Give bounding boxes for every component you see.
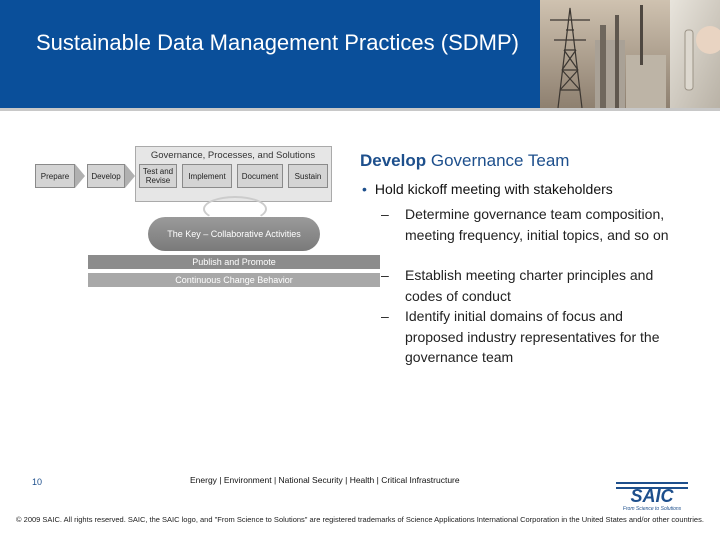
subpoint	[381, 204, 685, 245]
bullet-item	[362, 181, 613, 197]
dash-icon: –	[381, 308, 389, 324]
heading-strong: Develop	[360, 151, 427, 170]
heading-rest: Governance Team	[426, 151, 570, 170]
collaborative-activities: The Key – Collaborative Activities	[148, 217, 320, 251]
subpoint	[381, 306, 685, 368]
logo-subtext: From Science to Solutions	[622, 506, 682, 512]
step-document: Document	[237, 164, 283, 188]
copyright-notice: © 2009 SAIC. All rights reserved. SAIC, the SAIC logo, and "From Science to Solutions" are registered trademarks of Science Applications International Corporation in the United States and/or other countries.	[16, 515, 704, 524]
footer-tagline: Energy | Environment | National Security | Health | Critical Infrastructure	[190, 475, 460, 485]
publish-promote-bar: Publish and Promote	[88, 255, 380, 269]
page-number: 10	[32, 477, 43, 487]
step-prepare: Prepare	[35, 164, 75, 188]
dash-icon: –	[381, 267, 389, 283]
slide-title: Sustainable Data Management Practices (SDMP)	[36, 30, 519, 55]
section-heading	[360, 151, 569, 171]
saic-logo-icon	[612, 480, 692, 512]
step-implement: Implement	[182, 164, 232, 188]
subpoint-text: Establish meeting charter principles and codes of conduct	[405, 267, 654, 304]
subpoint	[381, 265, 685, 306]
arrow-icon	[125, 164, 135, 188]
step-test-and-revise: Test and Revise	[139, 164, 177, 188]
arrow-icon	[75, 164, 85, 188]
bullet-text: Hold kickoff meeting with stakeholders	[374, 181, 613, 197]
dash-icon: –	[381, 206, 389, 222]
bullet-icon: •	[362, 181, 367, 197]
header-photo-collage	[540, 0, 720, 108]
subpoint-text: Determine governance team composition, meeting frequency, initial topics, and so on	[405, 206, 669, 243]
governance-label: Governance, Processes, and Solutions	[150, 150, 316, 161]
header-banner	[0, 0, 720, 108]
header-divider	[0, 108, 720, 111]
step-sustain: Sustain	[288, 164, 328, 188]
step-develop: Develop	[87, 164, 125, 188]
logo-text: SAIC	[630, 486, 674, 506]
change-behavior-bar: Continuous Change Behavior	[88, 273, 380, 287]
subpoint-text: Identify initial domains of focus and proposed industry representatives for the governance team	[405, 308, 660, 365]
